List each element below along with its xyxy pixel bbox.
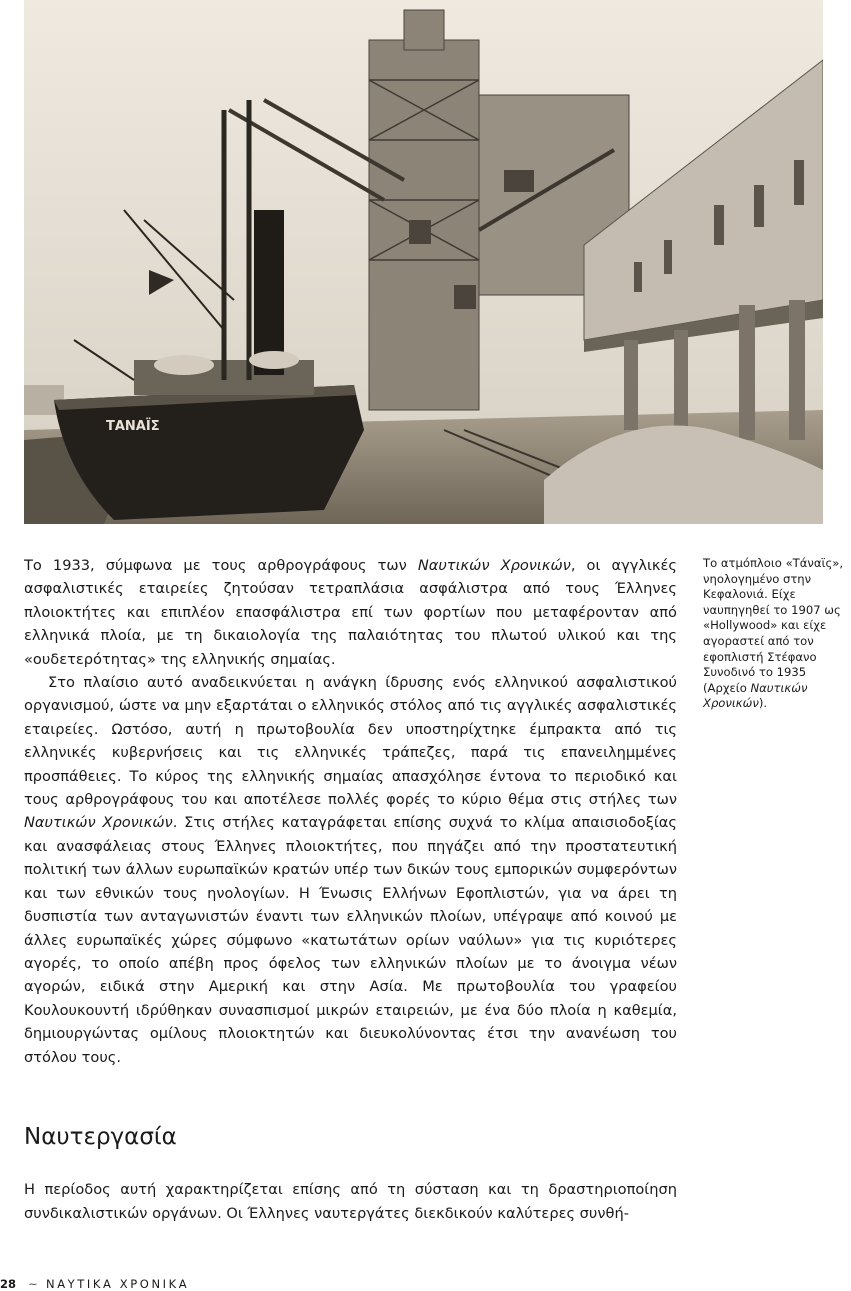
paragraph-2-run: Στο πλαίσιο αυτό αναδεικνύεται η ανάγκη ίδρυσης ενός ελληνικού ασφαλιστικού οργανισμού, ώστε να μην εξαρτάται ο ελληνικός στόλος από τις αγγλικές ασφαλιστικές εταιρείες. Ωστόσο, αυτή η πρωτοβουλία δεν υποστηρίχτηκε έμπρακτα από τις ελληνικές κυβερνήσεις και τις ελληνικές τράπεζες, παρά τις επανειλημμένες προσπάθειες. Το κύρος της ελληνικής σημαίας απασχόλησε έντονα το περιοδικό και τους αρθρογράφους του και αποτέλεσε πολλές φορές το κύριο θέμα στις στήλες των [24, 674, 677, 809]
photo-caption [703, 556, 851, 712]
caption-run: Το ατμόπλοιο «Τάναϊς», νηολογημένο στην Κεφαλονιά. Είχε ναυπηγηθεί το 1907 ως «Hollywood» και είχε αγοραστεί από τον εφοπλιστή Στέφανο Συνοδινό το 1935 (Αρχείο [703, 556, 844, 695]
article-body [24, 554, 677, 1069]
paragraph-1-run: Ναυτικών Χρονικών [417, 557, 571, 574]
magazine-title: ΝΑΥΤΙΚΑ ΧΡΟΝΙΚΑ [46, 1277, 190, 1291]
caption-run: ). [758, 696, 768, 711]
page-footer [0, 1277, 189, 1291]
page-number: 28 [0, 1277, 17, 1291]
footer-separator: ~ [28, 1277, 38, 1291]
photo-illustration [24, 0, 823, 524]
paragraph-2-run: . Στις στήλες καταγράφεται επίσης συχνά το κλίμα απαισιοδοξίας και ανασφάλειας στους Έλληνες πλοιοκτήτες, που πηγάζει από την προστατευτική πολιτική των άλλων ευρωπαϊκών κρατών υπέρ των δικών τους εμπορικών συμφερόντων και των εθνικών τους ηνολογίων. Η Ένωσις Ελλήνων Εφοπλιστών, για να άρει τη δυσπιστία των ανταγωνιστών έναντι των ελληνικών πλοίων, υπέγραψε από κοινού με άλλες ευρωπαϊκές χώρες σύμφωνο «κατωτάτων ορίων ναύλων» για τις κυριότερες αγορές, το οποίο απέβη προς όφελος των ελληνικών πλοίων με το άνοιγμα νέων αγορών, ειδικά στην Αμερική και στην Ασία. Με πρωτοβουλία του γραφείου Κουλουκουντή ιδρύθηκαν συνασπισμοί μικρών εταιρειών, με ένα δύο πλοία η καθεμία, δημιουργώντας ομίλους πλοιοκτητών και διευκολύνοντας έτσι την ανανέωση του στόλου τους. [24, 814, 677, 1066]
ship-name-text: ΤΑΝΑΪΣ [106, 419, 160, 434]
paragraph-1-run: Το 1933, σύμφωνα με τους αρθρογράφους των [24, 557, 418, 574]
paragraph-1 [24, 554, 677, 671]
historic-photo [24, 0, 823, 524]
section-paragraph: Η περίοδος αυτή χαρακτηρίζεται επίσης από τη σύσταση και τη δραστηριοποίηση συνδικαλιστικών οργάνων. Οι Έλληνες ναυτεργάτες διεκδικούν καλύτερες συνθή- [24, 1181, 677, 1222]
section-title: Ναυτεργασία [24, 1124, 177, 1150]
paragraph-2 [24, 671, 677, 1069]
paragraph-2-run: Ναυτικών Χρονικών [24, 814, 173, 832]
paragraph-1-run: , οι αγγλικές ασφαλιστικές εταιρείες ζητούσαν τετραπλάσια ασφάλιστρα από τους Έλληνες πλοιοκτήτες και επιπλέον επασφάλιστρα επί των φορτίων που μεταφέρονταν από ελληνικά πλοία, με τη δικαιολογία της παλαιότητας του πλωτού υλικού και της «ουδετερότητας» της ελληνικής σημαίας. [24, 557, 677, 668]
caption-run: Ναυτικών Χρονικών [703, 680, 808, 711]
